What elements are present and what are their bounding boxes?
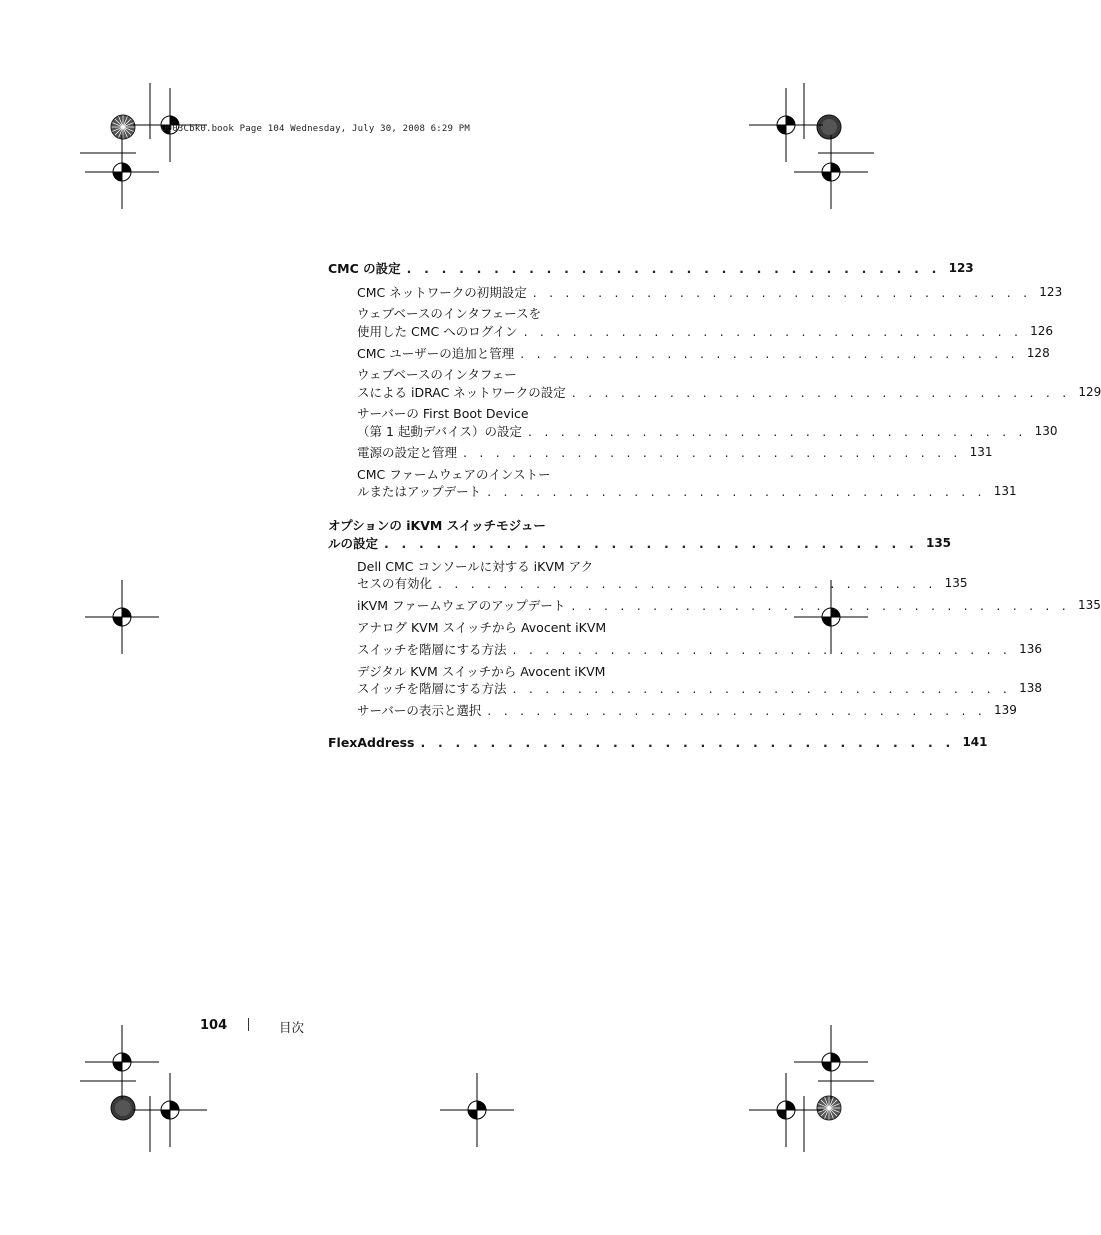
toc-entry-flexaddress[interactable] [328, 735, 988, 750]
leader-dots: . . . . . . . . . . . . . . . . . . . . . . . . . . . . . . . [512, 642, 1012, 657]
leader-dots: . . . . . . . . . . . . . . . . . . . . . . . . . . . . . . . [420, 735, 955, 750]
toc-entry-ikvm-settings[interactable] [328, 536, 952, 551]
toc-subentry[interactable] [357, 324, 1054, 339]
toc-subentry[interactable] [357, 642, 1042, 657]
toc-entry-title: 使用した CMC へのログイン [357, 324, 518, 339]
toc-page-number: 123 [1039, 285, 1063, 299]
toc-entry-title-line1: デジタル KVM スイッチから Avocent iKVM [357, 664, 606, 679]
toc-subentry[interactable] [357, 703, 1017, 718]
leader-dots: . . . . . . . . . . . . . . . . . . . . . . . . . . . . . . . [520, 346, 1019, 361]
page-number: 104 [200, 1018, 228, 1033]
leader-dots: . . . . . . . . . . . . . . . . . . . . . . . . . . . . . . . [406, 261, 941, 276]
toc-page-number: 129 [1078, 385, 1101, 399]
toc-entry-title: スイッチを階層にする方法 [357, 642, 507, 657]
toc-entry-title-line1: ウェブベースのインタフェースを [357, 306, 542, 321]
toc-subentry[interactable] [357, 576, 968, 591]
toc-page-number: 126 [1030, 324, 1054, 338]
leader-dots: . . . . . . . . . . . . . . . . . . . . . . . . . . . . . . . [438, 576, 937, 591]
toc-page-number: 141 [962, 735, 988, 749]
toc-page-number: 135 [925, 536, 952, 550]
toc-subentry[interactable] [357, 681, 1042, 696]
toc-page-number: 139 [993, 703, 1017, 717]
leader-dots: . . . . . . . . . . . . . . . . . . . . . . . . . . . . . . . [487, 484, 986, 499]
toc-entry-title: スによる iDRAC ネットワークの設定 [357, 385, 566, 400]
toc-entry-title: スイッチを階層にする方法 [357, 681, 507, 696]
leader-dots: . . . . . . . . . . . . . . . . . . . . . . . . . . . . . . . [532, 285, 1032, 300]
toc-page-number: 123 [948, 261, 974, 275]
leader-dots: . . . . . . . . . . . . . . . . . . . . . . . . . . . . . . . [384, 536, 918, 551]
toc-entry-title: ルの設定 [328, 536, 379, 551]
toc-entry-title: （第 1 起動デバイス）の設定 [357, 424, 523, 439]
leader-dots: . . . . . . . . . . . . . . . . . . . . . . . . . . . . . . . [523, 324, 1023, 339]
toc-entry-cmc-settings[interactable] [328, 261, 974, 276]
toc-entry-title-line1: ウェブベースのインタフェー [357, 367, 517, 382]
toc-entry-title: iKVM ファームウェアのアップデート [357, 598, 566, 613]
toc-entry-title: 電源の設定と管理 [357, 445, 458, 460]
toc-page-number: 138 [1019, 681, 1042, 695]
toc-page-number: 128 [1026, 346, 1050, 360]
toc-entry-title: CMC ネットワークの初期設定 [357, 285, 527, 300]
leader-dots: . . . . . . . . . . . . . . . . . . . . . . . . . . . . . . . [528, 424, 1027, 439]
toc-subentry[interactable] [357, 424, 1058, 439]
toc-entry-title: CMC ユーザーの追加と管理 [357, 346, 515, 361]
toc-page-number: 135 [1077, 598, 1101, 612]
toc-subentry[interactable] [357, 385, 1101, 400]
leader-dots: . . . . . . . . . . . . . . . . . . . . . . . . . . . . . . . [571, 385, 1071, 400]
toc-entry-title: ルまたはアップデート [357, 484, 482, 499]
toc-subentry[interactable] [357, 598, 1101, 613]
toc-entry-title-line1: サーバーの First Boot Device [357, 406, 529, 421]
leader-dots: . . . . . . . . . . . . . . . . . . . . . . . . . . . . . . . [512, 681, 1012, 696]
toc-page-number: 136 [1019, 642, 1042, 656]
toc-entry-title: セスの有効化 [357, 576, 433, 591]
leader-dots: . . . . . . . . . . . . . . . . . . . . . . . . . . . . . . . [571, 598, 1070, 613]
toc-entry-title-line1: CMC ファームウェアのインストー [357, 467, 551, 482]
toc-entry-title: FlexAddress [328, 735, 415, 750]
running-footer-title: 目次 [279, 1020, 305, 1035]
toc-entry-title-line1: アナログ KVM スイッチから Avocent iKVM [357, 620, 607, 635]
footer-divider [248, 1018, 249, 1031]
toc-entry-title-line1: Dell CMC コンソールに対する iKVM アク [357, 559, 594, 574]
toc-page-number: 135 [944, 576, 968, 590]
print-slug: U003Cbk0.book Page 104 Wednesday, July 30, 2008 6:29 PM [161, 124, 471, 134]
toc-entry-title: CMC の設定 [328, 261, 401, 276]
toc-subentry[interactable] [357, 285, 1063, 300]
toc-subentry[interactable] [357, 445, 993, 460]
toc-entry-title: サーバーの表示と選択 [357, 703, 482, 718]
leader-dots: . . . . . . . . . . . . . . . . . . . . . . . . . . . . . . . [463, 445, 962, 460]
toc-subentry[interactable] [357, 346, 1050, 361]
toc-page-number: 130 [1034, 424, 1058, 438]
toc-subentry[interactable] [357, 484, 1017, 499]
toc-page-number: 131 [993, 484, 1017, 498]
toc-entry-title-line1: オプションの iKVM スイッチモジュー [328, 518, 546, 533]
leader-dots: . . . . . . . . . . . . . . . . . . . . . . . . . . . . . . . [487, 703, 986, 718]
toc-page-number: 131 [969, 445, 993, 459]
